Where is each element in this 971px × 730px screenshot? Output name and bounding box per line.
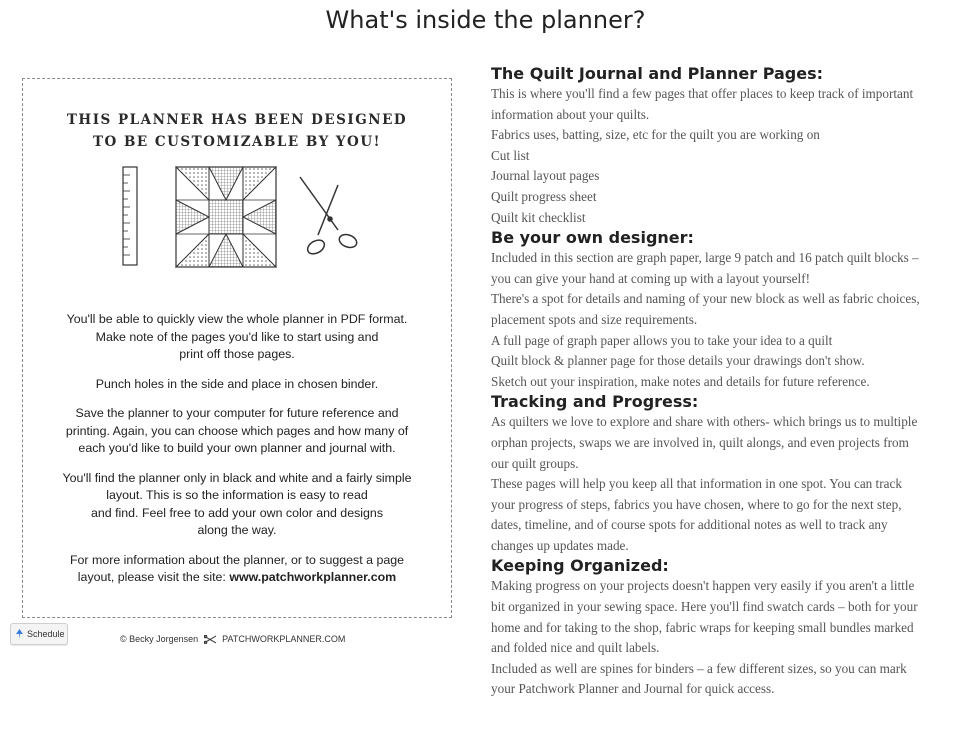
card-paragraph <box>23 376 451 394</box>
section-line: information about your quilts. <box>491 106 650 122</box>
section-line: Journal layout pages <box>491 168 600 184</box>
sections-column <box>491 64 961 700</box>
section-line: Cut list <box>491 147 530 163</box>
quilt-block-icon <box>176 167 276 267</box>
card-line: along the way. <box>197 523 277 537</box>
card-paragraph <box>23 311 451 364</box>
card-body <box>23 311 451 599</box>
section-line: These pages will help you keep all that information in one spot. You can track <box>491 476 902 492</box>
schedule-button-label: Schedule <box>27 629 65 639</box>
section-title: Tracking and Progress: <box>491 392 699 412</box>
section-organized <box>491 556 961 700</box>
card-footer <box>120 634 345 644</box>
card-heading <box>23 109 451 153</box>
section-line: orphan projects, swaps we are involved in, quilt alongs, and even projects from <box>491 434 909 450</box>
schedule-button[interactable] <box>10 623 68 645</box>
section-line: Quilt progress sheet <box>491 188 597 204</box>
section-line: Sketch out your inspiration, make notes and details for future reference. <box>491 373 870 389</box>
section-line: you can give your hand at coming up with a layout yourself! <box>491 270 810 286</box>
footer-site: PATCHWORKPLANNER.COM <box>222 634 346 644</box>
section-line: bit organized in your sewing space. Here you'll find swatch cards – both for your <box>491 599 918 615</box>
card-line: Make note of the pages you'd like to start using and <box>95 329 379 344</box>
section-title: Keeping Organized: <box>491 556 669 576</box>
section-line: Included as well are spines for binders – a few different sizes, so you can mark <box>491 660 907 676</box>
card-heading-line: THIS PLANNER HAS BEEN DESIGNED <box>66 112 408 128</box>
card-line: Save the planner to your computer for future reference and <box>75 406 399 420</box>
section-line: placement spots and size requirements. <box>491 311 698 327</box>
section-line: home and for taking to the shop, fabric wraps for keeping small bundles marked <box>491 619 914 635</box>
card-paragraph <box>23 470 451 540</box>
section-line: There's a spot for details and naming of your new block as well as fabric choices, <box>491 291 920 307</box>
card-line: You'll find the planner only in black and white and a fairly simple <box>62 470 412 485</box>
card-line: You'll be able to quickly view the whole planner in PDF format. <box>66 312 408 326</box>
section-line: A full page of graph paper allows you to take your idea to a quilt <box>491 332 833 348</box>
section-line: and folded nice and quilt labels. <box>491 640 660 656</box>
pin-icon <box>15 629 24 639</box>
section-line: dates, timeline, and of course spots for additional notes as well to track any <box>491 517 888 533</box>
card-paragraph <box>23 552 451 587</box>
section-line: your Patchwork Planner and Journal for quick access. <box>491 681 775 697</box>
section-line: changes up updates made. <box>491 537 629 553</box>
section-line: As quilters we love to explore and share with others- which brings us to multiple <box>491 414 918 430</box>
card-line <box>23 569 451 587</box>
section-line: Included in this section are graph paper, large 9 patch and 16 patch quilt blocks – <box>491 250 919 266</box>
card-line: For more information about the planner, or to suggest a page <box>69 552 405 567</box>
card-heading-line: TO BE CUSTOMIZABLE BY YOU! <box>92 134 382 150</box>
page-title: What's inside the planner? <box>325 6 646 34</box>
card-line: and find. Feel free to add your own color and designs <box>90 505 384 520</box>
section-line: Quilt block & planner page for those details your drawings don't show. <box>491 353 865 369</box>
planner-info-card <box>22 78 452 618</box>
card-line: Punch holes in the side and place in chosen binder. <box>95 376 379 391</box>
card-line: printing. Again, you can choose which pages and how many of <box>65 423 409 438</box>
section-line: This is where you'll find a few pages that offer places to keep track of important <box>491 86 914 101</box>
card-line: layout. This is so the information is easy to read <box>106 488 368 502</box>
section-line: your progress of steps, fabrics you have chosen, where to go for the next step, <box>491 496 902 512</box>
card-line: each you'd like to build your own planner and journal with. <box>78 441 396 455</box>
card-line-text: layout, please visit the site: <box>77 570 230 584</box>
section-designer <box>491 228 961 392</box>
ruler-icon <box>123 167 137 265</box>
card-paragraph <box>23 405 451 458</box>
section-title: The Quilt Journal and Planner Pages: <box>491 64 824 83</box>
section-line: Fabrics uses, batting, size, etc for the quilt you are working on <box>491 127 820 143</box>
section-tracking <box>491 392 961 556</box>
site-url: www.patchworkplanner.com <box>229 570 397 584</box>
section-line: our quilt groups. <box>491 455 579 471</box>
section-line: Quilt kit checklist <box>491 209 586 225</box>
quilting-illustration <box>118 165 358 275</box>
section-line: Making progress on your projects doesn't happen very easily if you aren't a little <box>491 578 915 594</box>
scissors-icon <box>204 635 216 644</box>
card-line: print off those pages. <box>179 347 295 361</box>
scissors-icon <box>300 177 358 257</box>
footer-author: © Becky Jorgensen <box>120 634 199 644</box>
section-title: Be your own designer: <box>491 228 694 248</box>
section-quilt-journal <box>491 64 961 228</box>
